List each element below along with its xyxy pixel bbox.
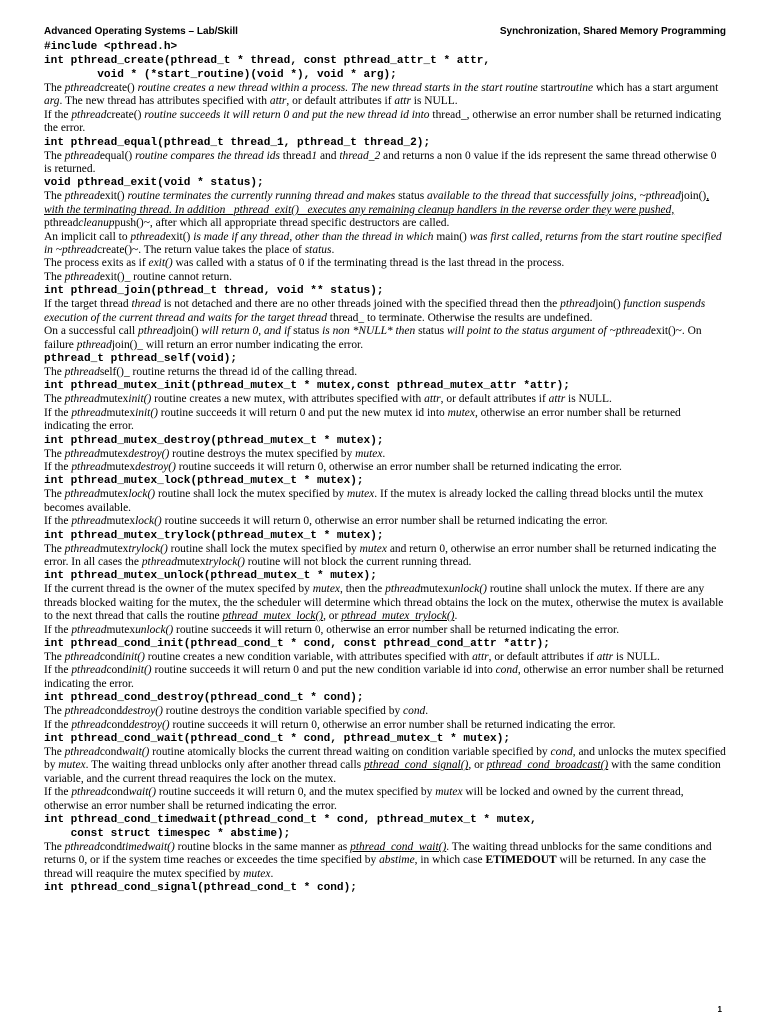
- function-signature: int pthread_mutex_lock(pthread_mutex_t * mutex);: [44, 475, 364, 488]
- function-signature: void pthread_exit(void * status);: [44, 177, 264, 190]
- function-signature: int pthread_cond_timedwait(pthread_cond_t * cond, pthread_mutex_t * mutex, const struct timespec * abstime);: [44, 814, 537, 841]
- description-paragraph: If the pthreadcondinit() routine succeeds it will return 0 and put the new condition variable id into cond, otherwise an error number shall be returned indicating the error.: [44, 664, 724, 690]
- function-signature: int pthread_cond_wait(pthread_cond_t * cond, pthread_mutex_t * mutex);: [44, 733, 511, 746]
- description-paragraph: The pthreadcreate() routine creates a new thread within a process. The new thread starts in the start routine startroutine which has a start argument arg. The new thread has attributes specified with attr, or default attributes if attr is NULL.: [44, 82, 719, 108]
- description-paragraph: The pthreadmutexinit() routine creates a new mutex, with attributes specified with attr, or default attributes if attr is NULL.: [44, 393, 612, 406]
- description-paragraph: If the pthreadmutexunlock() routine succeeds it will return 0, otherwise an error number shall be returned indicating the error.: [44, 623, 620, 636]
- function-signature: int pthread_cond_init(pthread_cond_t * cond, const pthread_cond_attr *attr);: [44, 638, 550, 650]
- description-paragraph: If the pthreadmutexdestroy() routine succeeds it will return 0, otherwise an error number shall be returned indicating the error.: [44, 460, 622, 473]
- description-paragraph: If the target thread thread is not detached and there are no other threads joined with the specified thread then the pthreadjoin() function suspends execution of the current thread and waits for the target thread thread_ to terminate. Otherwise the results are undefined.: [44, 298, 706, 324]
- description-paragraph: The pthreadcondwait() routine atomically blocks the current thread waiting on condition variable specified by cond, and unlocks the mutex specified by mutex. The waiting thread unblocks only after another thread calls pthread_cond_signal(), or pthread_cond_broadcast() with the same condition variable, and the current thread reaquires the lock on the mutex.: [44, 746, 726, 785]
- description-paragraph: The pthreadmutexdestroy() routine destroys the mutex specified by mutex.: [44, 447, 386, 460]
- function-signature: int pthread_mutex_unlock(pthread_mutex_t * mutex);: [44, 570, 377, 583]
- function-signature: int pthread_mutex_init(pthread_mutex_t * mutex,const pthread_mutex_attr *attr);: [44, 380, 570, 393]
- description-paragraph: The pthreadexit()_ routine cannot return.: [44, 270, 232, 283]
- description-paragraph: If the pthreadcondwait() routine succeeds it will return 0, and the mutex specified by mutex will be locked and owned by the current thread, otherwise an error number shall be returned indicating the error.: [44, 786, 684, 812]
- description-paragraph: The pthreadcondinit() routine creates a new condition variable, with attributes specified with attr, or default attributes if attr is NULL.: [44, 651, 660, 663]
- function-signature: int pthread_create(pthread_t * thread, const pthread_attr_t * attr, void * (*start_routine)(void *), void * arg);: [44, 55, 491, 81]
- document-page: [44, 24, 726, 895]
- description-paragraph: The pthreadcondtimedwait() routine blocks in the same manner as pthread_cond_wait(). The waiting thread unblocks for the same conditions and returns 0, or if the system time reaches or exceedes the time specified by abstime, in which case ETIMEDOUT will be returned. In any case the thread will reaquire the mutex specified by mutex.: [44, 841, 712, 880]
- description-paragraph: If the pthreadconddestroy() routine succeeds it will return 0, otherwise an error number shall be returned indicating the error.: [44, 718, 616, 731]
- page-header: [44, 24, 726, 40]
- description-paragraph: The pthreadmutextrylock() routine shall lock the mutex specified by mutex and return 0, otherwise an error number shall be returned indicating the error. In all cases the pthreadmutextrylock() routine will not block the current running thread.: [44, 542, 717, 568]
- function-signature: int pthread_cond_destroy(pthread_cond_t * cond);: [44, 692, 364, 705]
- document-body: [44, 40, 726, 895]
- function-signature: #include <pthread.h>: [44, 41, 178, 53]
- function-signature: int pthread_mutex_trylock(pthread_mutex_t * mutex);: [44, 529, 384, 542]
- description-paragraph: An implicit call to pthreadexit() is made if any thread, other than the thread in which main() was first called, returns from the start routine specified in ~pthreadcreate()~. The return value takes the place of status.: [44, 230, 722, 257]
- function-signature: int pthread_join(pthread_t thread, void ** status);: [44, 285, 384, 298]
- function-signature: int pthread_equal(pthread_t thread_1, pthread_t thread_2);: [44, 136, 431, 149]
- description-paragraph: The pthreadequal() routine compares the thread ids thread1 and thread_2 and returns a non 0 value if the ids represent the same thread otherwise 0 is returned.: [44, 149, 717, 176]
- function-signature: pthread_t pthread_self(void);: [44, 352, 238, 365]
- description-paragraph: The pthreadconddestroy() routine destroys the condition variable specified by cond.: [44, 705, 429, 718]
- description-paragraph: On a successful call pthreadjoin() will return 0, and if status is non *NULL* then status will point to the status argument of ~pthreadexit()~. On failure pthreadjoin()_ will return an error number indicating the error.: [44, 325, 702, 351]
- description-paragraph: The process exits as if exit() was called with a status of 0 if the terminating thread is the last thread in the process.: [44, 257, 565, 270]
- header-topic-title: Synchronization, Shared Memory Programming: [499, 26, 726, 37]
- description-paragraph: If the pthreadmutexinit() routine succeeds it will return 0 and put the new mutex id into mutex, otherwise an error number shall be returned indicating the error.: [44, 406, 681, 433]
- description-paragraph: The pthreadexit() routine terminates the currently running thread and makes status available to the thread that successfully joins, ~pthreadjoin(), with the terminating thread. In addition _pthread_exit()_ executes any remaining cleanup handlers in the reverse order they were pushed, pthreadcleanuppush()~, after which all appropriate thread specific destructors are called.: [44, 190, 710, 230]
- page-number: 1: [717, 1005, 722, 1014]
- description-paragraph: If the pthreadcreate() routine succeeds it will return 0 and put the new thread id into thread_, otherwise an error number shall be returned indicating the error.: [44, 108, 722, 135]
- function-signature: int pthread_mutex_destroy(pthread_mutex_t * mutex);: [44, 434, 384, 447]
- description-paragraph: The pthreadself()_ routine returns the thread id of the calling thread.: [44, 365, 358, 378]
- function-signature: int pthread_cond_signal(pthread_cond_t * cond);: [44, 882, 357, 895]
- description-paragraph: The pthreadmutexlock() routine shall lock the mutex specified by mutex. If the mutex is already locked the calling thread blocks until the mutex becomes available.: [44, 488, 704, 514]
- header-course-title: Advanced Operating Systems – Lab/Skill: [44, 26, 238, 37]
- description-paragraph: If the current thread is the owner of the mutex specifed by mutex, then the pthreadmutexunlock() routine shall unlock the mutex. If there are any threads blocked waiting for the mutex, the the scheduler will determine which thread obtains the lock on the mutex, otherwise the mutex is available to the next thread that calls the routine pthread_mutex_lock(), or pthread_mutex_trylock().: [44, 583, 724, 623]
- description-paragraph: If the pthreadmutexlock() routine succeeds it will return 0, otherwise an error number shall be returned indicating the error.: [44, 515, 608, 528]
